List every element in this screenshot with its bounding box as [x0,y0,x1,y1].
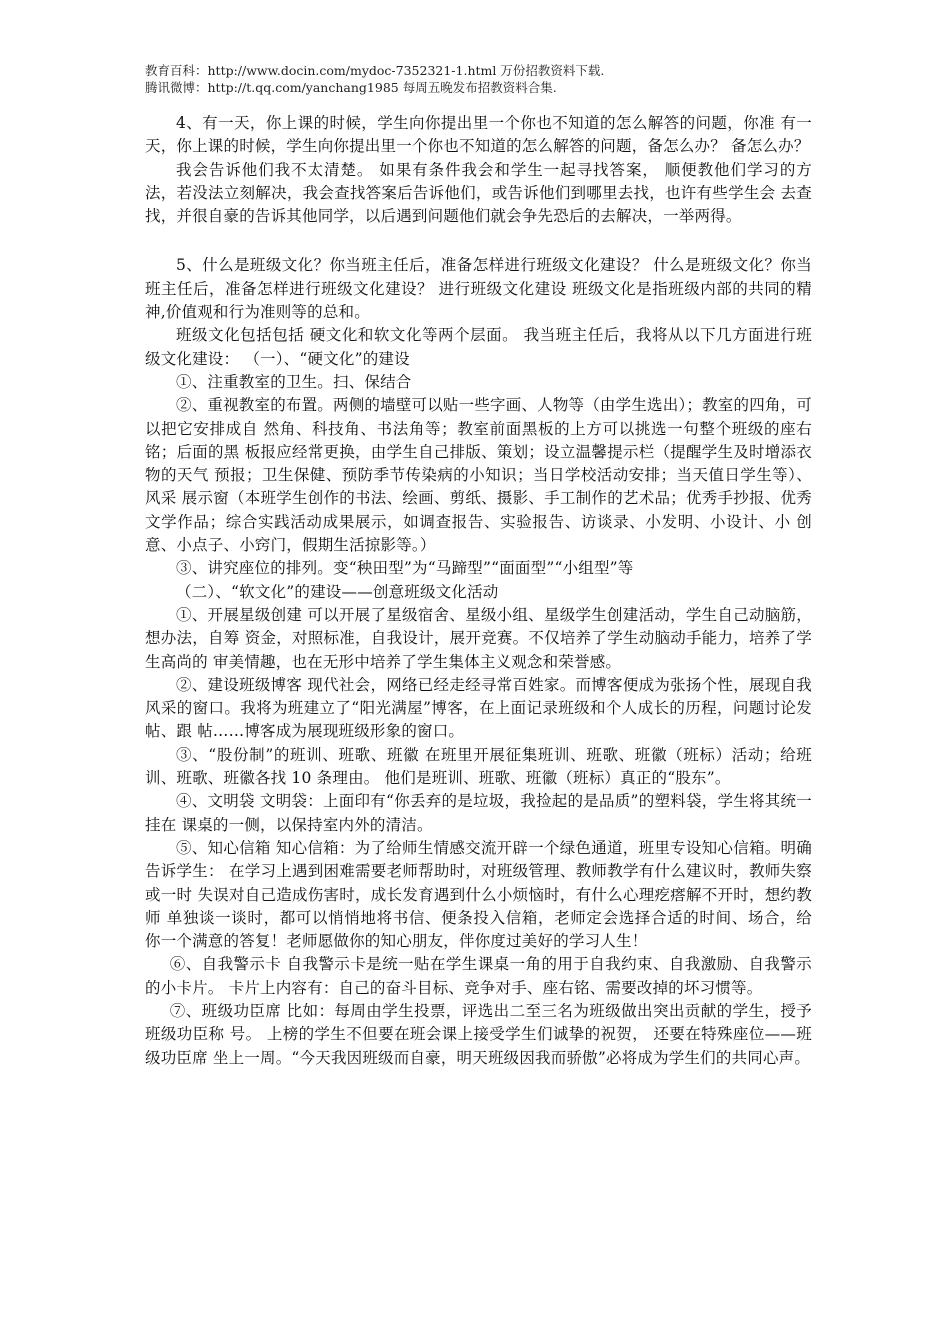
soft-culture-title: （二）、“软文化”的建设——创意班级文化活动 [176,582,499,601]
soft-culture-item-7: ⑦、班级功臣席 比如：每周由学生投票，评选出二至三名为班级做出突出贡献的学生，授予班级功臣称 号。 上榜的学生不但要在班会课上接受学生们诚挚的祝贺， 还要在特殊座位——班级功臣席 坐上一周。“今天我因班级而自豪，明天班级因我而骄傲”必将成为学生们的共同心声。 [145,1001,812,1067]
hard-culture-item-3: ③、讲究座位的排列。变“秧田型”为“马蹄型”“面面型”“小组型”等 [176,559,634,578]
section-gap [145,228,812,254]
soft-culture-item-4: ④、文明袋 文明袋：上面印有“你丢弃的是垃圾，我捡起的是品质”的塑料袋，学生将其统一挂在 课桌的一侧，以保持室内外的清洁。 [145,792,812,834]
header-weibo-link[interactable]: 腾讯微博：http://t.qq.com/yanchang1985 每周五晚发布招教资料合集. [145,80,557,95]
answer-4: 我会告诉他们我不太清楚。 如果有条件我会和学生一起寻找答案， 顺便教他们学习的方 法，若没法立刻解决，我会查找答案后告诉他们，或告诉他们到哪里去找，也许有些学生会 去查找，并很自豪的告诉其他同学，以后遇到问题他们就会争先恐后的去解决，一举两得。 [145,160,812,226]
document-body [145,112,812,1070]
soft-culture-item-5: ⑤、知心信箱 知心信箱：为了给师生情感交流开辟一个绿色通道，班里专设知心信箱。明确告诉学生： 在学习上遇到困难需要老师帮助时，对班级管理、教师教学有什么建议时，教师失察或一时 失误对自己造成伤害时，成长发育遇到什么小烦恼时，有什么心理疙瘩解不开时，想约教师 单独谈一谈时，都可以悄悄地将书信、便条投入信箱，老师定会选择合适的时间、场合，给 你一个满意的答复！老师愿做你的知心朋友，伴你度过美好的学习人生！ [145,838,812,951]
soft-culture-item-1: ①、开展星级创建 可以开展了星级宿舍、星级小组、星级学生创建活动，学生自己动脑筋，想办法，自筹 资金，对照标准，自我设计，展开竞赛。不仅培养了学生动脑动手能力，培养了学生高尚的 审美情趣，也在无形中培养了学生集体主义观念和荣誉感。 [145,605,812,671]
hard-culture-item-1: ①、注重教室的卫生。扫、保结合 [176,372,412,391]
soft-culture-item-3: ③、“股份制”的班训、班歌、班徽 在班里开展征集班训、班歌、班徽（班标）活动；给班训、班歌、班徽各找 10 条理由。 他们是班训、班歌、班徽（班标）真正的“股东”。 [145,745,812,788]
question-4: 4、有一天，你上课的时候，学生向你提出里一个你也不知道的怎么解答的问题，你准 有一天，你上课的时候，学生向你提出里一个你也不知道的怎么解答的问题，备怎么办？ 备怎么办？ [145,114,812,156]
question-5: 5、什么是班级文化？你当班主任后，准备怎样进行班级文化建设？ 什么是班级文化？你当班主任后，准备怎样进行班级文化建设？ 进行班级文化建设 班级文化是指班级内部的共同的精神,价值观和行为准则等的总和。 [145,256,812,322]
hard-culture-item-2: ②、重视教室的布置。两侧的墙壁可以贴一些字画、人物等（由学生选出）；教室的四角，可以把它安排成自 然角、科技角、书法角等；教室前面黑板的上方可以挑选一句整个班级的座右铭；后面的黑 板报应经常更换，由学生自己排版、策划；设立温馨提示栏（提醒学生及时增添衣物的天气 预报；卫生保健、预防季节传染病的小知识；当日学校活动安排；当天值日学生等）、风采 展示窗（本班学生创作的书法、绘画、剪纸、摄影、手工制作的艺术品；优秀手抄报、优秀 文学作品；综合实践活动成果展示，如调查报告、实验报告、访谈录、小发明、小设计、小 创意、小点子、小窍门，假期生活掠影等。） [145,396,812,555]
page-header [145,62,812,96]
answer-5-intro: 班级文化包括包括 硬文化和软文化等两个层面。 我当班主任后，我将从以下几方面进行班级文化建设： （一）、“硬文化”的建设 [145,326,812,368]
soft-culture-item-6: ⑥、自我警示卡 自我警示卡是统一贴在学生课桌一角的用于自我约束、自我激励、自我警示的小卡片。 卡片上内容有：自己的奋斗目标、竞争对手、座右铭、需要改掉的坏习惯等。 [145,955,812,997]
header-docin-link[interactable]: 教育百科：http://www.docin.com/mydoc-7352321-1.html 万份招教资料下载. [145,63,605,78]
soft-culture-item-2: ②、建设班级博客 现代社会，网络已经走经寻常百姓家。而博客便成为张扬个性，展现自我风采的窗口。我将为班建立了“阳光满屋”博客，在上面记录班级和个人成长的历程，问题讨论发帖、跟 帖……博客成为展现班级形象的窗口。 [145,675,812,741]
